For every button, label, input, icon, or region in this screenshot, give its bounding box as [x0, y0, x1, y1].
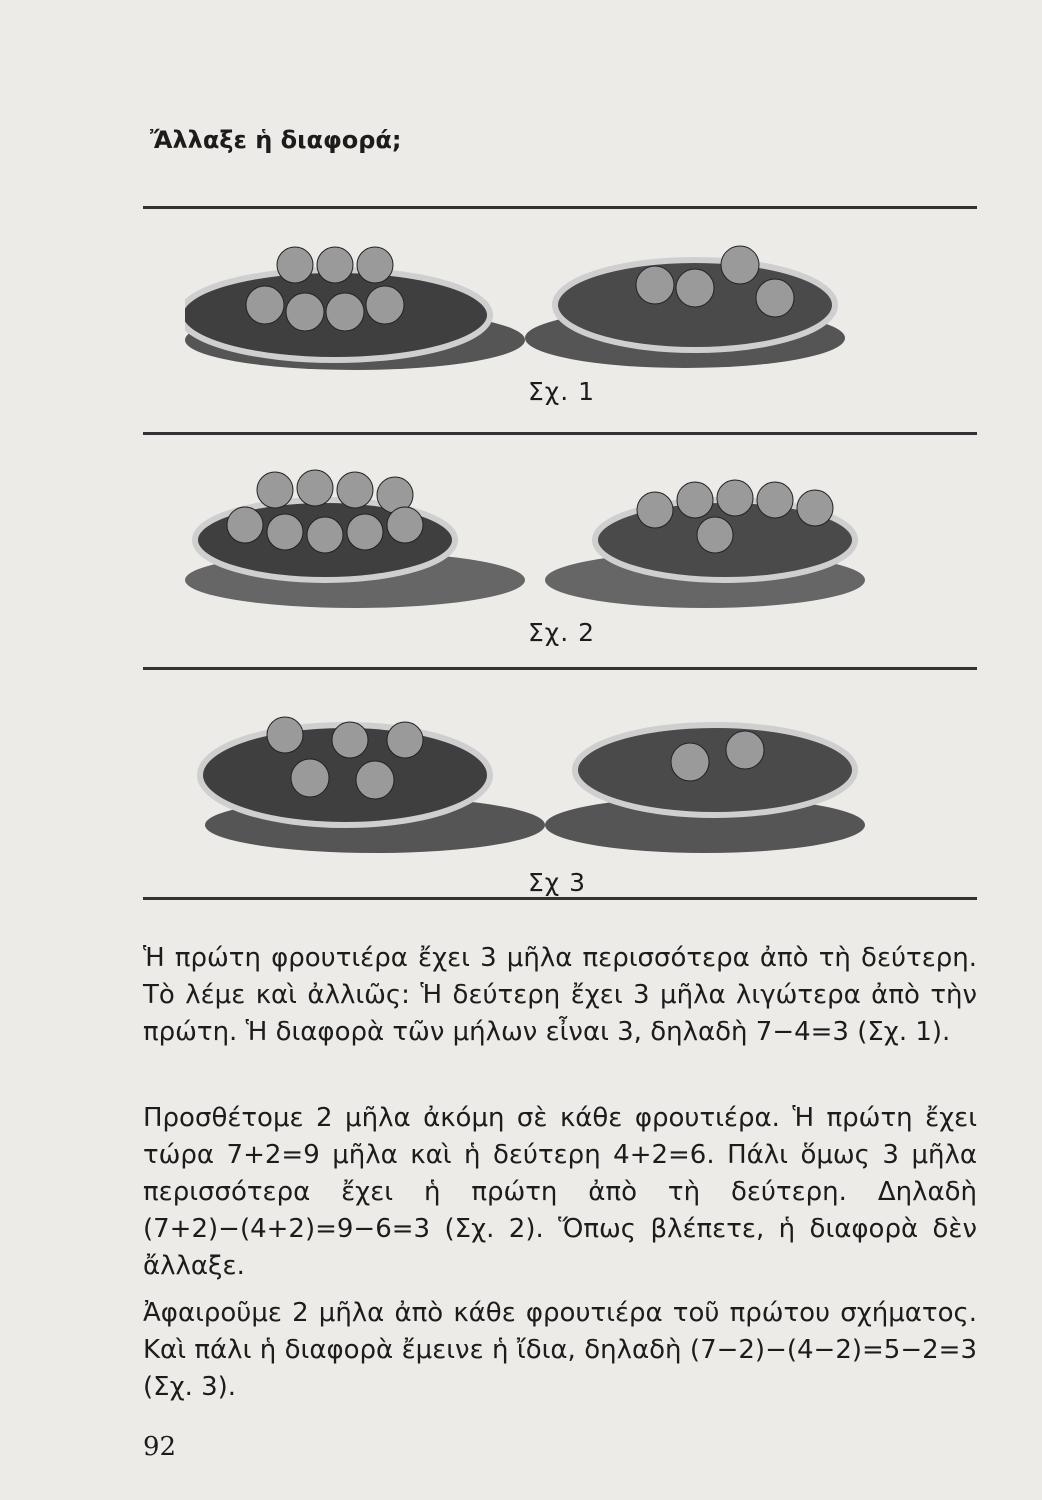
apple-icon [307, 517, 343, 553]
figure-2-caption: Σχ. 2 [528, 618, 596, 647]
apple-icon [267, 514, 303, 550]
divider-1 [143, 432, 977, 435]
figure-1-caption: Σχ. 1 [528, 377, 596, 406]
apple-icon [227, 507, 263, 543]
figure-3 [185, 700, 885, 860]
apple-icon [357, 247, 393, 283]
apple-icon [326, 293, 364, 331]
apple-icon [721, 246, 759, 284]
apple-icon [291, 759, 329, 797]
apple-icon [726, 731, 764, 769]
divider-3 [143, 897, 977, 900]
paragraph-2: Προσθέτομε 2 μῆλα ἀκόμη σὲ κάθε φρουτιέρα. Ἡ πρώτη ἔχει τώρα 7+2=9 μῆλα καὶ ἡ δεύτερη 4+2=6. Πάλι ὅμως 3 μῆλα περισσότερα ἔχει ἡ πρώτη ἀπὸ τὴ δεύτερη. Δηλαδὴ (7+2)−(4+2)=9−6=3 (Σχ. 2). Ὅπως βλέπετε, ἡ διαφορὰ δὲν ἄλλαξε. [143, 1103, 977, 1281]
apple-icon [366, 286, 404, 324]
apple-icon [286, 293, 324, 331]
page-title: Ἄλλαξε ἡ διαφορά; [150, 126, 402, 154]
apple-icon [676, 269, 714, 307]
apple-icon [637, 492, 673, 528]
apple-icon [317, 247, 353, 283]
paragraph-3: Ἀφαιροῦμε 2 μῆλα ἀπὸ κάθε φρουτιέρα τοῦ πρώτου σχήματος. Καὶ πάλι ἡ διαφορὰ ἔμεινε ἡ ἴδια, δηλαδὴ (7−2)−(4−2)=5−2=3 (Σχ. 3). [143, 1298, 977, 1402]
apple-icon [757, 482, 793, 518]
apple-icon [717, 480, 753, 516]
apple-icon [267, 717, 303, 753]
apple-icon [671, 743, 709, 781]
figure-3-caption: Σχ 3 [528, 868, 587, 897]
divider-top [143, 206, 977, 209]
apple-icon [356, 761, 394, 799]
apple-icon [257, 472, 293, 508]
fruit-bowls-illustration-3 [185, 700, 885, 860]
apple-icon [246, 286, 284, 324]
paragraph-1: Ἡ πρώτη φρουτιέρα ἔχει 3 μῆλα περισσότερα ἀπὸ τὴ δεύτερη. Τὸ λέμε καὶ ἀλλιῶς: Ἡ δεύτερη ἔχει 3 μῆλα λιγώτερα ἀπὸ τὴν πρώτη. Ἡ διαφορὰ τῶν μήλων εἶναι 3, δηλαδὴ 7−4=3 (Σχ. 1). [143, 943, 977, 1047]
figure-2 [185, 460, 885, 620]
apple-icon [337, 472, 373, 508]
figure-1 [185, 220, 885, 380]
apple-icon [697, 517, 733, 553]
apple-icon [332, 722, 368, 758]
apple-icon [277, 247, 313, 283]
apple-icon [297, 470, 333, 506]
apple-icon [347, 514, 383, 550]
apple-icon [387, 507, 423, 543]
divider-2 [143, 667, 977, 670]
apple-icon [797, 490, 833, 526]
apple-icon [677, 482, 713, 518]
page-number: 92 [143, 1432, 177, 1462]
bowl-right [545, 725, 865, 853]
fruit-bowls-illustration-1 [185, 220, 885, 380]
fruit-bowls-illustration-2 [185, 460, 885, 620]
apple-icon [636, 266, 674, 304]
apple-icon [387, 722, 423, 758]
apple-icon [756, 279, 794, 317]
